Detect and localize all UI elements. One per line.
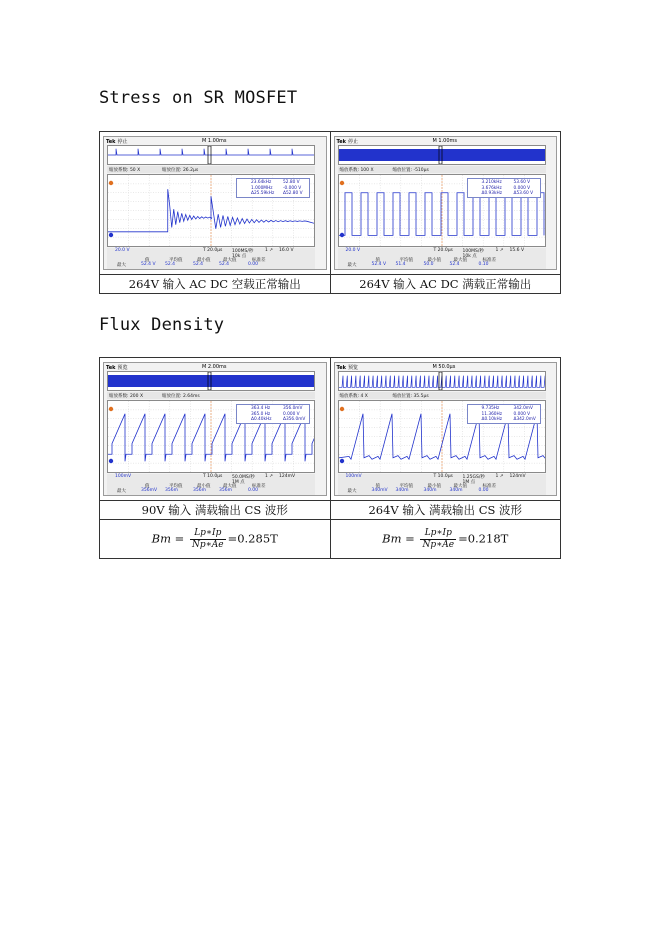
sample-rate: 1.25GS/秒 [462,475,485,480]
stats-value: 340m [423,488,437,493]
readout-time: 3.210kHz [481,180,502,185]
overview-waveform [339,146,545,164]
trigger-channel: 1 ↗ [495,248,504,253]
stats-value: 340mV [371,488,388,493]
acquisition-state: 预览 [347,365,358,371]
channel1-ground-marker [109,233,113,237]
zoom-overview-window [107,145,315,165]
stats-header: 值 [145,484,150,489]
formula-numerator: Lp∗Ip [420,528,456,540]
scope-cell-4 [330,358,561,501]
stats-header: 平均值 [399,484,413,489]
zoom-overview-window [107,371,315,391]
measurement-panel [107,248,315,269]
stats-value: 340m [449,488,463,493]
trigger-level: 16.0 V [279,248,294,253]
readout-volt: Δ53.60 V [513,191,534,197]
caption: 90V 输入 满载输出 CS 波形 [100,501,331,520]
cursor-marker [109,181,113,185]
stats-header: 平均值 [399,258,413,263]
oscilloscope-screenshot [103,136,327,270]
scope-cell-1 [100,132,331,275]
stats-label: 最大 [347,263,357,268]
readout-volt: 0.000 V [283,411,300,417]
measurement-panel [338,248,546,269]
sample-rate: 100MS/秒 [462,249,484,254]
brand-logo: Tek [106,365,116,371]
scope-header [106,138,127,145]
measurement-panel [107,474,315,495]
timebase-readout: M 1.00ms [432,138,458,144]
oscilloscope-screenshot [103,362,327,496]
formula-denominator: Np∗Ae [191,539,224,550]
cursor-marker [109,407,113,411]
stats-header: 标准差 [482,258,496,263]
readout-time: 3.676kHz [481,185,502,191]
readout-time: 23.64kHz [251,180,272,185]
formula-result: =0.285T [227,531,278,545]
readout-time: Δ0.10kHz [481,417,502,423]
stats-label: 最大 [117,263,126,268]
record-length: 1M 点 [232,480,245,485]
readout-volt: 356.0mV [283,406,303,411]
stats-label: 最大 [117,489,126,494]
stats-header: 值 [375,484,380,489]
channel1-scale: 100mV [115,474,132,479]
stats-header: 最小值 [427,258,441,263]
readout-volt: 52.80 V [283,180,300,185]
caption: 264V 输入 满载输出 CS 波形 [330,501,561,520]
stats-header: 最大值 [453,484,467,489]
brand-logo: Tek [336,139,346,145]
readout-volt: -0.000 V [283,185,302,191]
stats-header: 标准差 [482,484,496,489]
formula-lhs: Bm [151,531,172,545]
stats-header: 平均值 [169,258,183,263]
zoom-factor: 缩放系数: 100 X [339,168,374,173]
stats-value: 0.10 [478,262,489,267]
stats-value: 52.4 [449,262,460,267]
scope-header [337,364,358,371]
zoom-position: 缩放位置: -510μs [392,168,429,173]
stats-value: 52.4 [219,262,230,267]
stats-header: 最大值 [223,484,237,489]
readout-time: 11.360Hz [481,411,503,417]
trigger-channel: 1 ↗ [495,474,504,479]
zoom-position: 缩放位置: 35.5μs [392,394,429,399]
overview-waveform [108,146,314,164]
formula-denominator: Np∗Ae [422,539,455,550]
stats-header: 标准差 [252,258,266,263]
readout-time: Δ25.59kHz [251,191,275,197]
stats-header: 最小值 [197,484,211,489]
cursor-readout-box [467,178,541,198]
readout-volt: Δ356.0mV [283,417,306,423]
formula-numerator: Lp∗Ip [190,528,226,540]
readout-time: 1.000MHz [251,185,273,191]
timebase-readout: M 2.00ms [202,364,227,370]
stats-header: 值 [145,258,150,263]
trigger-channel: 1 ↗ [265,474,274,479]
section-title-flux: Flux Density [99,315,225,335]
scope-header [106,364,127,371]
stats-header: 最大值 [453,258,467,263]
trigger-time: T 10.0μs [203,474,223,479]
caption: 264V 输入 AC DC 空载正常输出 [100,275,331,294]
stats-value: 356mV [141,488,158,493]
stats-value: 52.4 V [141,262,156,267]
stats-value: 340m [395,488,409,493]
trigger-level: 124mV [279,474,296,479]
readout-volt: Δ52.80 V [283,191,303,197]
readout-time: 365.0 Hz [251,411,271,417]
scope-cell-3 [100,358,331,501]
zoom-overview-window [338,371,546,391]
scope-cell-2 [330,132,561,275]
zoom-factor: 缩放系数: 4 X [339,394,368,399]
readout-volt: 342.0mV [513,406,533,411]
stats-header: 标准差 [252,484,266,489]
zoom-info-bar [338,392,546,399]
zoom-position: 缩放位置: 26.2μs [162,168,199,173]
sample-rate: 100MS/秒 [232,249,254,254]
overview-waveform [108,372,314,390]
stress-figure-table [99,131,561,294]
stats-value: 356m [193,488,206,493]
acquisition-state: 预览 [117,365,128,371]
cursor-readout-box [467,404,541,424]
readout-time: 9.735Hz [481,406,500,411]
stats-header: 值 [375,258,380,263]
formula-cell: Bm = $\frac{Lp∗Ip}{Np∗Ae}$ =0.285T [100,520,331,559]
cursor-marker [339,407,343,411]
stats-value: 52.4 [165,262,176,267]
stats-value: 50.0 [423,262,434,267]
flux-figure-table [99,357,561,559]
caption: 264V 输入 AC DC 满载正常输出 [330,275,561,294]
stats-header: 最小值 [427,484,441,489]
readout-volt: Δ342.0mV [513,417,536,423]
zoom-info-bar [107,166,315,173]
readout-time: Δ0.93kHz [481,191,502,197]
readout-volt: 0.000 V [513,185,531,191]
main-waveform-display [338,400,546,473]
stats-value: 51.4 [395,262,406,267]
stats-value: 0.00 [478,488,489,493]
stats-value: 52.4 [193,262,204,267]
record-length: 1M 点 [462,480,476,485]
acquisition-state: 停止 [117,139,128,145]
stats-value: 0.00 [248,488,259,493]
trigger-level: 124mV [509,474,526,479]
oscilloscope-screenshot [334,136,558,270]
acquisition-state: 停止 [347,139,358,145]
scope-header [337,138,358,145]
formula-result: =0.218T [458,531,509,545]
stats-value: 52.4 V [371,262,387,267]
readout-volt: 0.000 V [513,411,531,417]
zoom-position: 缩放位置: 2.64ms [162,394,200,399]
sample-rate: 50.0MS/秒 [232,475,255,480]
channel1-scale: 20.0 V [345,248,361,253]
stats-value: 356m [219,488,232,493]
channel1-ground-marker [109,459,113,463]
main-waveform-display [107,400,315,473]
stats-value: 356m [165,488,178,493]
stats-header: 最大值 [223,258,237,263]
channel1-ground-marker [339,459,343,463]
zoom-info-bar [107,392,315,399]
stats-label: 最大 [347,489,357,494]
trigger-level: 15.6 V [509,248,525,253]
trigger-time: T 10.0μs [433,474,453,479]
trigger-time: T 20.0μs [433,248,453,253]
trigger-channel: 1 ↗ [265,248,274,253]
trigger-time: T 20.0μs [203,248,223,253]
cursor-marker [339,181,343,185]
section-title-stress: Stress on SR MOSFET [99,88,298,108]
main-waveform-display [338,174,546,247]
formula-lhs: Bm [382,531,402,545]
zoom-factor: 缩放系数: 50 X [109,168,141,173]
zoom-factor: 缩放系数: 200 X [109,394,144,399]
record-length: 10k 点 [232,254,247,259]
formula-fraction [190,528,226,551]
oscilloscope-screenshot [334,362,558,496]
main-waveform-display [107,174,315,247]
channel1-scale: 100mV [345,474,362,479]
measurement-panel [338,474,546,495]
readout-time: Δ0.40kHz [251,417,272,423]
overview-waveform [339,372,545,390]
cursor-readout-box [236,178,310,198]
zoom-info-bar [338,166,546,173]
record-length: 10k 点 [462,254,477,259]
stats-header: 最小值 [197,258,211,263]
brand-logo: Tek [106,139,116,145]
zoom-overview-window [338,145,546,165]
timebase-readout: M 50.0μs [432,364,456,370]
cursor-readout-box [236,404,310,424]
formula-fraction [420,528,456,551]
readout-time: 363.4 Hz [251,406,271,411]
stats-header: 平均值 [169,484,183,489]
channel1-ground-marker [339,233,343,237]
brand-logo: Tek [336,365,346,371]
timebase-readout: M 1.00ms [202,138,227,144]
readout-volt: 53.60 V [513,180,531,185]
channel1-scale: 20.0 V [115,248,130,253]
signal-trace [339,193,544,236]
stats-value: 0.00 [248,262,259,267]
formula-cell: Bm = $\frac{Lp∗Ip}{Np∗Ae}$ =0.218T [330,520,561,559]
